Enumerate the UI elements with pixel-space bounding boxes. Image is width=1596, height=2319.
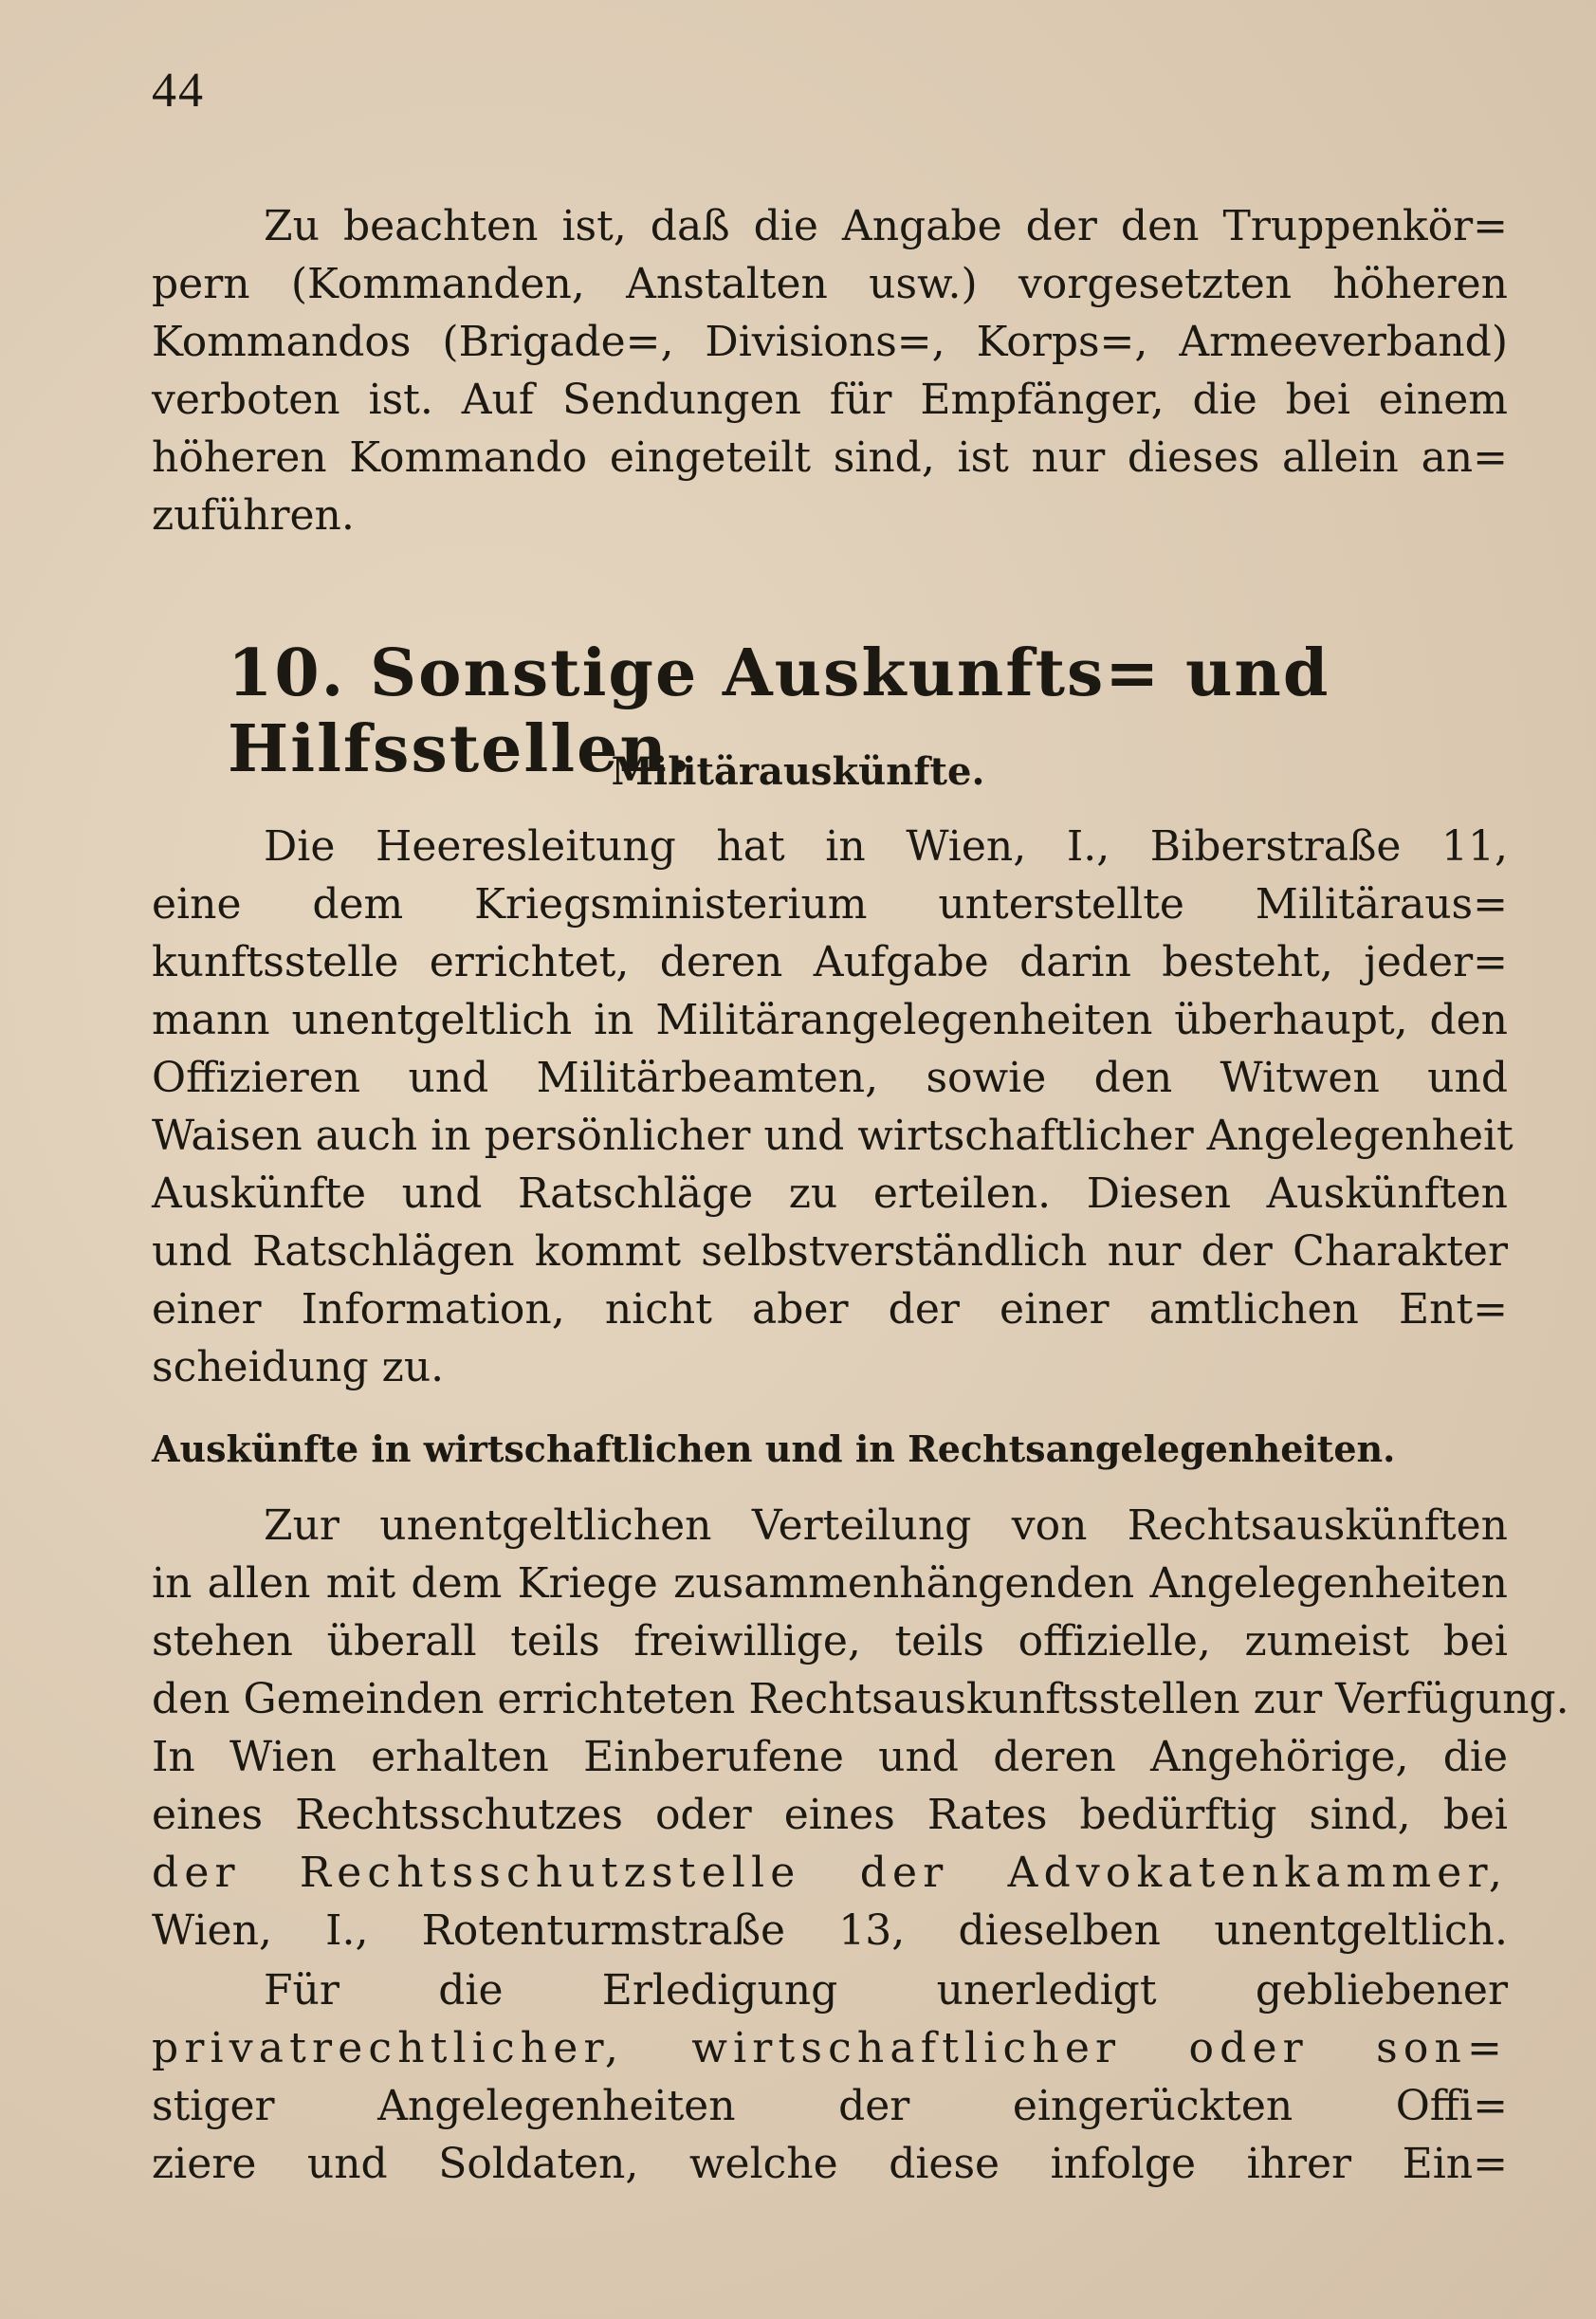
text-line: scheidung zu. — [152, 1343, 445, 1391]
text-line: eine dem Kriegsministerium unterstellte Militäraus= — [152, 880, 1508, 929]
text-line: mann unentgeltlich in Militärangelegenheiten überhaupt, den — [152, 996, 1508, 1044]
legal-heading: Auskünfte in wirtschaftlichen und in Rechtsangelegenheiten. — [152, 1427, 1396, 1470]
military-paragraph — [152, 818, 1513, 1396]
text-line: zuführen. — [152, 491, 355, 540]
text-line: stehen überall teils freiwillige, teils offizielle, zumeist bei — [152, 1617, 1508, 1666]
text-line: Auskünfte und Ratschläge zu erteilen. Diesen Auskünften — [152, 1169, 1508, 1218]
text-line: Wien, I., Rotenturmstraße 13, dieselben unentgeltlich. — [152, 1906, 1508, 1955]
text-line: Zur unentgeltlichen Verteilung von Rechtsauskünften — [264, 1501, 1508, 1550]
text-line: Waisen auch in persönlicher und wirtschaftlicher Angelegenheit — [152, 1112, 1513, 1160]
text-line: kunftsstelle errichtet, deren Aufgabe darin besteht, jeder= — [152, 938, 1508, 986]
text-line: Kommandos (Brigade=, Divisions=, Korps=, Armeeverband) — [152, 318, 1508, 366]
text-line: höheren Kommando eingeteilt sind, ist nur dieses allein an= — [152, 433, 1508, 482]
text-line: Die Heeresleitung hat in Wien, I., Biberstraße 11, — [264, 822, 1508, 871]
text-line: den Gemeinden errichteten Rechtsauskunftsstellen zur Verfügung. — [152, 1675, 1569, 1723]
text-line: Für die Erledigung unerledigt gebliebener — [264, 1966, 1508, 2015]
text-line: ziere und Soldaten, welche diese infolge ihrer Ein= — [152, 2140, 1508, 2188]
intro-paragraph — [152, 197, 1508, 544]
text-line: pern (Kommanden, Anstalten usw.) vorgesetzten höheren — [152, 260, 1508, 308]
text-line: Zu beachten ist, daß die Angabe der den Truppenkör= — [264, 202, 1508, 250]
page-number: 44 — [152, 64, 205, 118]
text-line: verboten ist. Auf Sendungen für Empfänger, die bei einem — [152, 376, 1508, 424]
text-line: einer Information, nicht aber der einer amtlichen Ent= — [152, 1285, 1508, 1334]
text-line: Offizieren und Militärbeamten, sowie den Witwen und — [152, 1054, 1508, 1102]
text-line: eines Rechtsschutzes oder eines Rates bedürftig sind, bei — [152, 1791, 1508, 1839]
text-line: privatrechtlicher, wirtschaftlicher oder son= — [152, 2024, 1508, 2072]
text-line: und Ratschlägen kommt selbstverständlich nur der Charakter — [152, 1227, 1508, 1276]
section-heading: 10. Sonstige Auskunfts= und Hilfsstellen. — [228, 635, 1330, 787]
text-line: stiger Angelegenheiten der eingerückten Offi= — [152, 2082, 1508, 2130]
text-line: in allen mit dem Kriege zusammenhängenden Angelegenheiten — [152, 1559, 1508, 1608]
closing-paragraph — [152, 1961, 1508, 2193]
military-heading: Militärauskünfte. — [611, 749, 985, 794]
legal-paragraph — [152, 1497, 1569, 1960]
text-line: der Rechtsschutzstelle der Advokatenkammer, — [152, 1849, 1508, 1897]
text-line: In Wien erhalten Einberufene und deren Angehörige, die — [152, 1733, 1508, 1781]
